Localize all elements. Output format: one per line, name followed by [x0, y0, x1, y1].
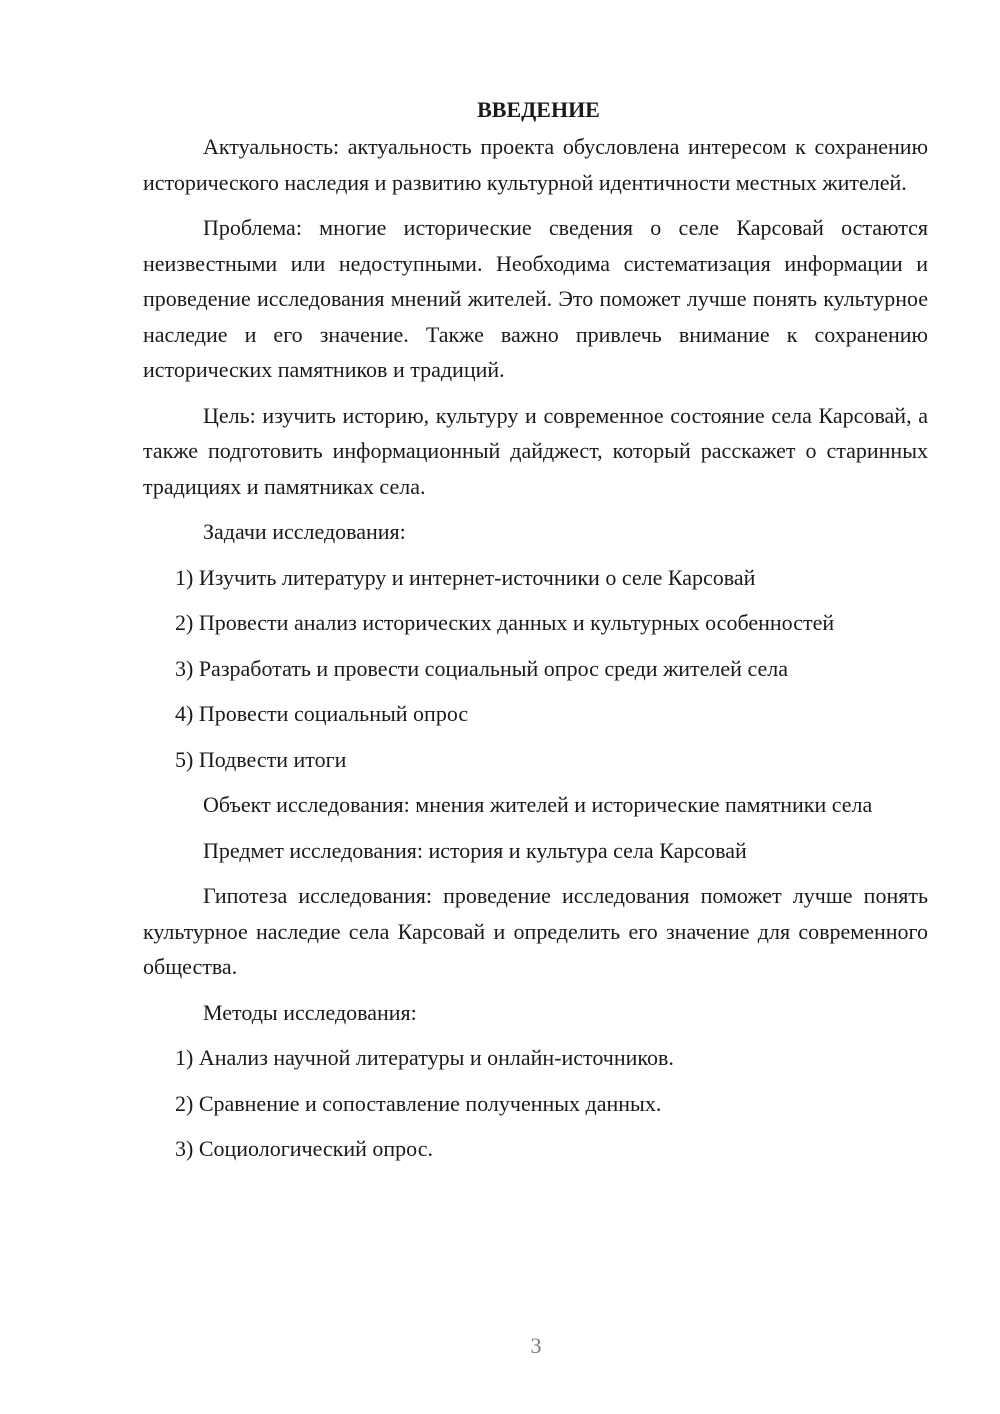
list-item: 5) Подвести итоги: [175, 746, 347, 772]
problem-paragraph: Проблема: многие исторические сведения о селе Карсовай остаются неизвестными или недоступными. Необходима систематизация информации и проведение исследования мнений жителей. Это поможет лучше понять культурное наследие и его значение. Также важно привлечь внимание к сохранению исторических памятников и традиций.: [143, 215, 928, 382]
object-paragraph: Объект исследования: мнения жителей и исторические памятники села: [203, 792, 873, 817]
list-item: 3) Социологический опрос.: [175, 1136, 433, 1161]
tasks-list: [143, 560, 928, 778]
tasks-title: Задачи исследования:: [203, 519, 406, 544]
methods-title: Методы исследования:: [203, 999, 417, 1025]
methods-list: [143, 1040, 928, 1167]
list-item: 2) Провести анализ исторических данных и культурных особенностей: [175, 610, 835, 635]
list-item: 1) Анализ научной литературы и онлайн-источников.: [175, 1045, 674, 1070]
list-item: 1) Изучить литературу и интернет-источники о селе Карсовай: [175, 564, 756, 590]
subject-paragraph: Предмет исследования: история и культура села Карсовай: [203, 837, 747, 863]
section-heading: ВВЕДЕНИЕ: [477, 97, 600, 122]
page-number: 3: [530, 1333, 542, 1358]
list-item: 2) Сравнение и сопоставление полученных данных.: [175, 1090, 662, 1116]
goal-paragraph: Цель: изучить историю, культуру и современное состояние села Карсовай, а также подготовить информационный дайджест, который расскажет о старинных традициях и памятниках села.: [143, 402, 928, 499]
hypothesis-paragraph: Гипотеза исследования: проведение исследования поможет лучше понять культурное наследие села Карсовай и определить его значение для современного общества.: [143, 883, 928, 979]
list-item: 3) Разработать и провести социальный опрос среди жителей села: [175, 655, 788, 681]
list-item: 4) Провести социальный опрос: [175, 701, 469, 726]
page-body: [143, 94, 928, 1167]
relevance-paragraph: Актуальность: актуальность проекта обусловлена интересом к сохранению исторического наследия и развитию культурной идентичности местных жителей.: [143, 134, 928, 195]
